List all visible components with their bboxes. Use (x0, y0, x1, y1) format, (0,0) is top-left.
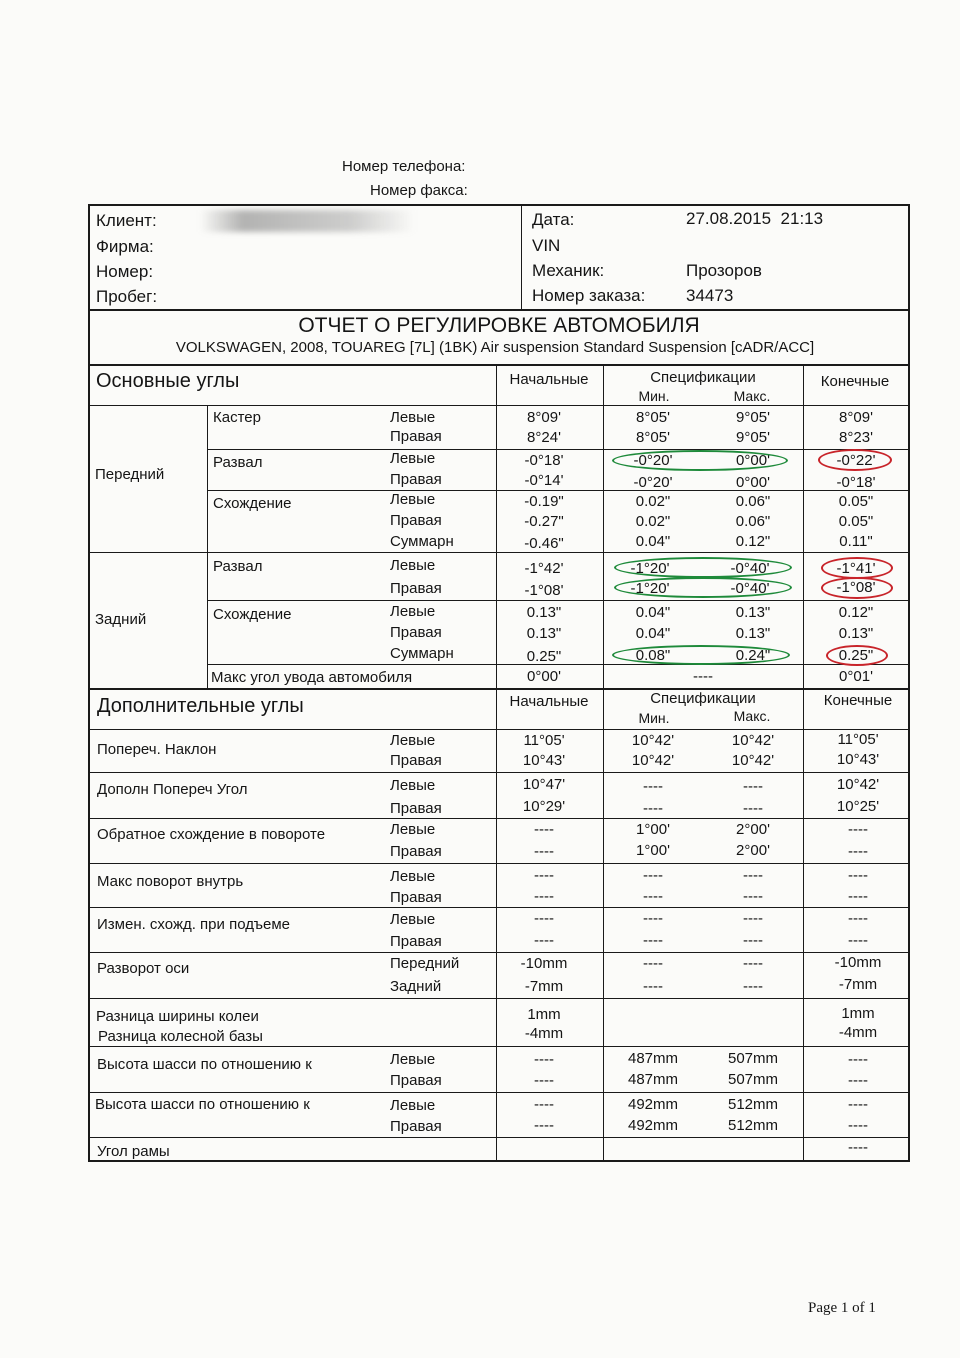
caster-label: Кастер (213, 409, 261, 426)
toe-out-turns-label: Обратное схождение в повороте (97, 826, 326, 843)
value-cell: ---- (848, 867, 868, 884)
value-cell: -7mm (838, 976, 878, 993)
value-cell: ---- (643, 932, 663, 949)
value-cell: 0.11" (839, 533, 873, 550)
extra-section-title: Дополнительные углы (97, 695, 304, 717)
value-cell: -0.46" (524, 535, 564, 552)
vin-label: VIN (532, 236, 561, 255)
value-cell: 8°23' (839, 429, 873, 446)
side-right: Правая (390, 800, 442, 817)
page-number: Page 1 of 1 (808, 1300, 876, 1316)
value-cell: 0.04" (635, 625, 671, 642)
side-rear: Задний (390, 978, 442, 995)
value-cell: 11°05' (837, 731, 879, 748)
value-cell: -0°18' (836, 474, 876, 491)
rule (88, 998, 910, 999)
rule (88, 1137, 910, 1138)
value-cell: ---- (534, 1072, 554, 1089)
value-cell: 0.13" (526, 604, 562, 621)
value-cell: -10mm (520, 955, 568, 972)
phone-label: Номер телефона: (342, 158, 466, 175)
value-cell: 0.24" (735, 647, 771, 664)
value-cell: ---- (534, 821, 554, 838)
rule (496, 364, 497, 1162)
green-oval-mark (614, 557, 792, 578)
front-group-label: Передний (95, 466, 165, 483)
sai-label: Попереч. Наклон (97, 741, 217, 758)
value-cell: ---- (534, 867, 554, 884)
value-cell: 1mm (841, 1005, 875, 1022)
order-label: Номер заказа: (532, 286, 646, 305)
col-max: Макс. (733, 388, 771, 404)
side-left: Левые (390, 777, 436, 794)
side-right: Правая (390, 1118, 442, 1135)
side-left: Левые (390, 821, 436, 838)
value-cell: 507mm (727, 1050, 779, 1067)
green-oval-mark (612, 645, 790, 665)
side-left: Левые (390, 491, 436, 508)
value-cell: 8°24' (527, 429, 561, 446)
frame-angle-label: Угол рамы (97, 1143, 170, 1160)
value-cell: ---- (534, 888, 554, 905)
value-cell: ---- (848, 1072, 868, 1089)
value-cell: 0°01' (839, 668, 873, 685)
bump-steer-label: Измен. схожд. при подъеме (97, 916, 291, 933)
value-cell: 0.25" (838, 647, 874, 664)
number-label: Номер: (96, 262, 154, 281)
value-cell: 1°00' (636, 821, 670, 838)
rear-camber-label: Развал (213, 558, 263, 575)
rule (88, 863, 910, 864)
rule (521, 204, 522, 309)
col-min: Мин. (638, 388, 670, 404)
value-cell: -1°42' (524, 560, 564, 577)
mileage-label: Пробег: (96, 287, 158, 306)
green-oval-mark (612, 450, 788, 471)
green-oval-mark (614, 577, 792, 598)
client-label: Клиент: (96, 211, 157, 230)
value-cell: -0°20' (633, 474, 673, 491)
value-cell: -4mm (838, 1024, 878, 1041)
rule (207, 600, 910, 601)
value-cell: 492mm (627, 1117, 679, 1134)
value-cell: 0.08" (635, 647, 671, 664)
value-cell: 10°29' (522, 798, 566, 815)
vehicle-info: VOLKSWAGEN, 2008, TOUAREG [7L] (1BK) Air suspension Standard Suspension [cADR/ACC] (175, 339, 815, 356)
value-cell: 11°05' (523, 732, 565, 749)
value-cell: ---- (743, 888, 763, 905)
value-cell: 10°42' (631, 732, 675, 749)
value-cell: 8°05' (636, 429, 670, 446)
side-right: Правая (390, 471, 442, 488)
side-left: Левые (390, 868, 436, 885)
value-cell: ---- (848, 1096, 868, 1113)
date-value: 27.08.2015 21:13 (686, 209, 824, 228)
col-final: Конечные (820, 373, 890, 390)
red-oval-mark (821, 557, 893, 579)
value-cell: ---- (643, 910, 663, 927)
rule (88, 952, 910, 953)
front-camber-label: Развал (213, 454, 263, 471)
red-oval-mark (821, 577, 893, 599)
value-cell: ---- (693, 668, 713, 685)
value-cell: 512mm (727, 1117, 779, 1134)
value-cell: ---- (743, 867, 763, 884)
included-angle-label: Дополн Попереч Угол (97, 781, 248, 798)
value-cell: 492mm (627, 1096, 679, 1113)
value-cell: 8°09' (839, 409, 873, 426)
value-cell: ---- (848, 821, 868, 838)
rule (603, 364, 604, 1162)
value-cell: ---- (534, 1051, 554, 1068)
side-right: Правая (390, 752, 442, 769)
value-cell: ---- (743, 932, 763, 949)
value-cell: ---- (643, 778, 663, 795)
redacted-client (200, 210, 415, 232)
fax-label: Номер факса: (370, 182, 468, 199)
value-cell: ---- (743, 800, 763, 817)
rule (88, 729, 910, 730)
side-front: Передний (390, 955, 460, 972)
value-cell: -0.19" (524, 493, 564, 510)
value-cell: 507mm (727, 1071, 779, 1088)
col-spec: Спецификации (650, 690, 756, 707)
side-left: Левые (390, 1097, 436, 1114)
rule (207, 490, 910, 491)
side-left: Левые (390, 450, 436, 467)
value-cell: 10°42' (836, 776, 880, 793)
value-cell: 0°00' (527, 668, 561, 685)
front-toe-label: Схождение (213, 495, 292, 512)
col-max: Макс. (733, 708, 771, 724)
value-cell: 0.13" (735, 625, 771, 642)
value-cell: 0.13" (838, 625, 874, 642)
value-cell: 0°00' (736, 452, 770, 469)
value-cell: ---- (743, 778, 763, 795)
value-cell: ---- (643, 888, 663, 905)
value-cell: 0.04" (635, 604, 671, 621)
value-cell: ---- (743, 978, 763, 995)
rule (88, 1092, 910, 1093)
value-cell: ---- (848, 1117, 868, 1134)
side-left: Левые (390, 409, 436, 426)
value-cell: -1°20' (630, 560, 670, 577)
value-cell: ---- (643, 800, 663, 817)
value-cell: ---- (848, 1139, 868, 1156)
value-cell: 1mm (527, 1006, 561, 1023)
value-cell: -0°40' (730, 560, 770, 577)
value-cell: 0.13" (526, 625, 562, 642)
value-cell: 2°00' (736, 842, 770, 859)
value-cell: ---- (848, 910, 868, 927)
value-cell: 10°42' (731, 732, 775, 749)
firm-label: Фирма: (96, 237, 154, 256)
side-left: Левые (390, 1051, 436, 1068)
side-left: Левые (390, 732, 436, 749)
rule (207, 405, 208, 688)
value-cell: -10mm (834, 954, 882, 971)
value-cell: 10°42' (731, 752, 775, 769)
value-cell: ---- (643, 867, 663, 884)
rule (88, 818, 910, 819)
mechanic-label: Механик: (532, 261, 605, 280)
ride-height-label: Высота шасси по отношению к (97, 1056, 312, 1073)
value-cell: 487mm (627, 1050, 679, 1067)
value-cell: 10°47' (522, 776, 566, 793)
rear-toe-label: Схождение (213, 606, 292, 623)
side-right: Правая (390, 580, 442, 597)
value-cell: -7mm (524, 978, 564, 995)
rule (88, 1046, 910, 1047)
red-oval-mark (818, 449, 892, 471)
setback-label: Разворот оси (97, 960, 190, 977)
value-cell: -0°18' (524, 452, 564, 469)
ride-height-label: Высота шасси по отношению к (95, 1096, 310, 1113)
rule (88, 772, 910, 773)
side-left: Левые (390, 557, 436, 574)
value-cell: 9°05' (736, 429, 770, 446)
thrust-angle-label: Макс угол увода автомобиля (211, 669, 413, 686)
report-title: ОТЧЕТ О РЕГУЛИРОВКЕ АВТОМОБИЛЯ (298, 314, 700, 337)
rule (88, 309, 910, 311)
order-value: 34473 (686, 286, 734, 305)
col-spec: Спецификации (650, 369, 756, 386)
value-cell: 2°00' (736, 821, 770, 838)
value-cell: -0°22' (836, 452, 876, 469)
value-cell: ---- (743, 910, 763, 927)
value-cell: 8°09' (527, 409, 561, 426)
value-cell: ---- (534, 1117, 554, 1134)
value-cell: ---- (848, 843, 868, 860)
value-cell: ---- (848, 888, 868, 905)
value-cell: 0.04" (635, 533, 671, 550)
rule (88, 405, 910, 406)
rule (803, 364, 804, 1162)
side-right: Правая (390, 933, 442, 950)
side-right: Правая (390, 428, 442, 445)
value-cell: 487mm (627, 1071, 679, 1088)
value-cell: ---- (848, 1051, 868, 1068)
value-cell: 10°42' (631, 752, 675, 769)
side-left: Левые (390, 911, 436, 928)
rule (88, 364, 910, 366)
value-cell: ---- (848, 932, 868, 949)
value-cell: 0.12" (838, 604, 874, 621)
side-total: Суммарн (390, 645, 454, 662)
value-cell: -1°41' (836, 560, 876, 577)
value-cell: -1°08' (524, 582, 564, 599)
rule (207, 449, 910, 450)
value-cell: -0°14' (524, 472, 564, 489)
value-cell: 512mm (727, 1096, 779, 1113)
value-cell: -1°20' (630, 580, 670, 597)
value-cell: -4mm (524, 1025, 564, 1042)
value-cell: 0.13" (735, 604, 771, 621)
value-cell: -0°40' (730, 580, 770, 597)
value-cell: ---- (643, 955, 663, 972)
side-right: Правая (390, 843, 442, 860)
col-final: Конечные (823, 692, 893, 709)
col-initial: Начальные (509, 371, 589, 388)
max-turn-label: Макс поворот внутрь (97, 873, 244, 890)
value-cell: 0.05" (838, 493, 874, 510)
value-cell: 0.02" (635, 493, 671, 510)
main-section-title: Основные углы (96, 370, 240, 392)
side-total: Суммарн (390, 533, 454, 550)
col-min: Мин. (638, 710, 670, 726)
track-diff-label: Разница ширины колеи (96, 1008, 259, 1025)
value-cell: 1°00' (636, 842, 670, 859)
value-cell: ---- (534, 932, 554, 949)
value-cell: 10°43' (836, 751, 880, 768)
value-cell: 8°05' (636, 409, 670, 426)
value-cell: ---- (534, 1096, 554, 1113)
col-initial: Начальные (509, 693, 589, 710)
value-cell: -1°08' (836, 579, 876, 596)
value-cell: ---- (743, 955, 763, 972)
red-oval-mark (826, 645, 888, 666)
side-right: Правая (390, 889, 442, 906)
side-right: Правая (390, 624, 442, 641)
value-cell: ---- (534, 843, 554, 860)
value-cell: 0°00' (736, 474, 770, 491)
value-cell: 0.25" (526, 648, 562, 665)
value-cell: 10°25' (836, 798, 880, 815)
mechanic-value: Прозоров (686, 261, 762, 280)
date-label: Дата: (532, 210, 575, 229)
value-cell: 0.12" (735, 533, 771, 550)
rear-group-label: Задний (95, 611, 147, 628)
value-cell: 0.05" (838, 513, 874, 530)
value-cell: 0.06" (735, 513, 771, 530)
value-cell: 0.06" (735, 493, 771, 510)
wheelbase-diff-label: Разница колесной базы (98, 1028, 263, 1045)
value-cell: ---- (643, 978, 663, 995)
rule (88, 552, 910, 553)
value-cell: 0.02" (635, 513, 671, 530)
side-right: Правая (390, 512, 442, 529)
side-left: Левые (390, 603, 436, 620)
value-cell: ---- (534, 910, 554, 927)
value-cell: -0.27" (524, 513, 564, 530)
value-cell: 10°43' (522, 752, 566, 769)
value-cell: -0°20' (633, 452, 673, 469)
rule (88, 907, 910, 908)
side-right: Правая (390, 1072, 442, 1089)
value-cell: 9°05' (736, 409, 770, 426)
rule (88, 688, 910, 690)
